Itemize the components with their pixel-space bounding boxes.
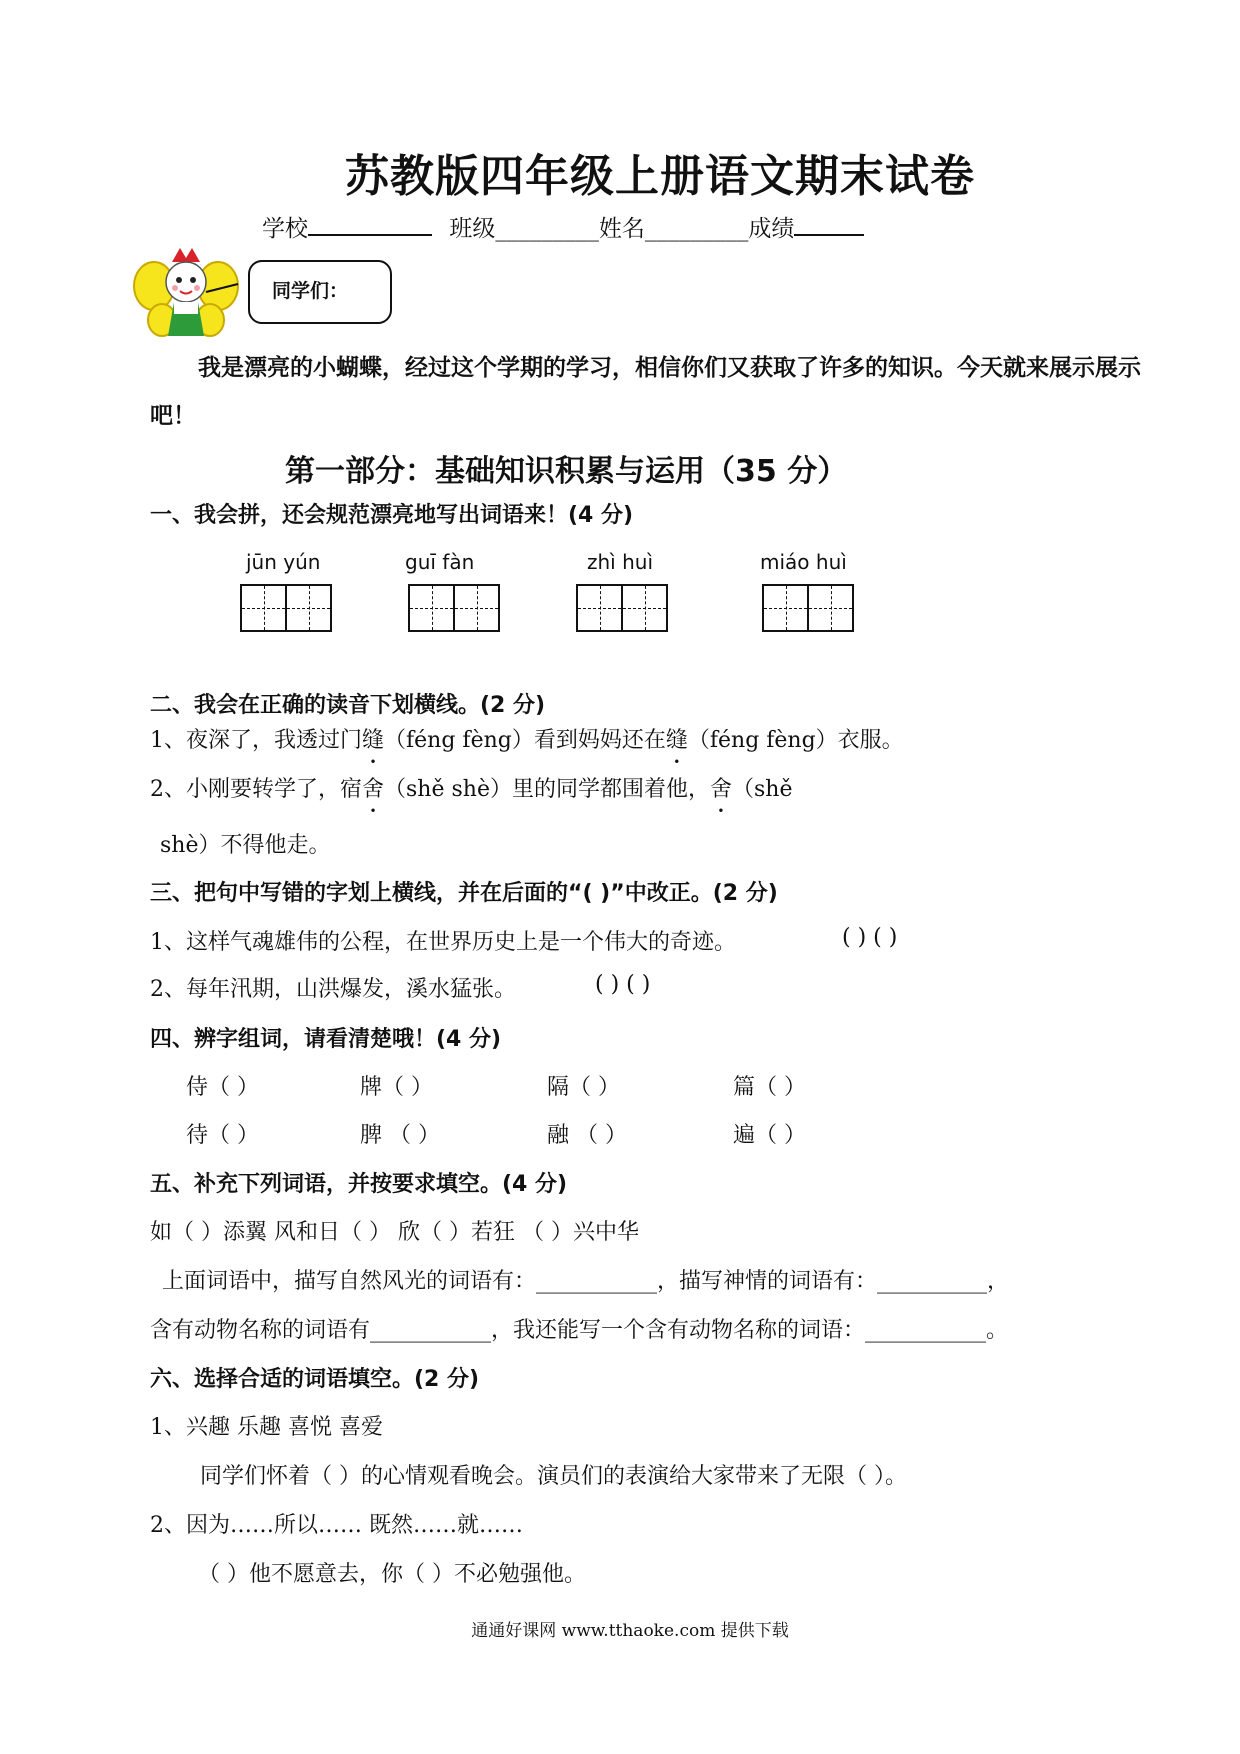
word-item[interactable]: 隔（ ） (547, 1075, 620, 1100)
section-3-heading: 三、把句中写错的字划上横线，并在后面的“( )”中改正。(2 分) (150, 881, 778, 906)
writing-grid[interactable] (762, 584, 854, 632)
school-blank[interactable] (308, 214, 432, 236)
question-5-2[interactable]: 上面词语中，描写自然风光的词语有：___________，描写神情的词语有：__________， (162, 1269, 1010, 1294)
class-blank[interactable]: _________ (495, 216, 599, 242)
student-info-line (262, 210, 864, 243)
pinyin-4: miáo huì (760, 550, 847, 574)
question-6-2-sentence[interactable]: （ ）他不愿意去，你（ ）不必勉强他。 (198, 1562, 586, 1587)
part-one-heading: 第一部分：基础知识积累与运用（35 分） (285, 454, 848, 489)
word-item[interactable]: 牌（ ） (360, 1075, 433, 1100)
school-label: 学校 (262, 216, 308, 242)
answer-blanks-3-1[interactable]: ( ) ( ) (842, 925, 898, 950)
score-label: 成绩 (748, 216, 795, 242)
word-item[interactable]: 侍（ ） (186, 1075, 259, 1100)
speech-bubble: 同学们： (248, 260, 392, 324)
question-5-1[interactable]: 如（ ）添翼 风和日（ ） 欣（ ）若狂 （ ）兴中华 (150, 1220, 639, 1245)
butterfly-mascot-icon (132, 244, 240, 348)
name-label: 姓名 (598, 216, 645, 242)
intro-text: 我是漂亮的小蝴蝶，经过这个学期的学习，相信你们又获取了许多的知识。今天就来展示展示吧！ (150, 355, 1141, 429)
class-label: 班级 (449, 216, 496, 242)
question-2-1: 1、夜深了，我透过门缝（féng fèng）看到妈妈还在缝（féng fèng）衣服。 (150, 728, 904, 753)
pinyin-2: guī fàn (405, 550, 475, 574)
section-6-heading: 六、选择合适的词语填空。(2 分) (150, 1367, 480, 1392)
question-6-1-options: 1、兴趣 乐趣 喜悦 喜爱 (150, 1415, 383, 1440)
word-item[interactable]: 脾 （ ） (360, 1123, 440, 1148)
question-2-2: 2、小刚要转学了，宿舍（shě shè）里的同学都围着他，舍（shě (150, 777, 793, 802)
word-item[interactable]: 遍（ ） (733, 1123, 806, 1148)
page-title: 苏教版四年级上册语文期末试卷 (345, 151, 975, 202)
section-4-heading: 四、辨字组词，请看清楚哦！(4 分) (150, 1027, 502, 1052)
pinyin-3: zhì huì (587, 550, 653, 574)
word-item[interactable]: 篇（ ） (733, 1075, 806, 1100)
name-blank[interactable]: _________ (644, 216, 749, 242)
answer-blanks-3-2[interactable]: ( ) ( ) (595, 972, 651, 997)
section-1-heading: 一、我会拼，还会规范漂亮地写出词语来！(4 分) (150, 503, 634, 528)
pinyin-1: jūn yún (246, 550, 321, 574)
section-2-heading: 二、我会在正确的读音下划横线。(2 分) (150, 693, 546, 718)
question-5-3[interactable]: 含有动物名称的词语有___________，我还能写一个含有动物名称的词语：___________。 (150, 1318, 1009, 1343)
word-item[interactable]: 融 （ ） (547, 1123, 627, 1148)
footer-credit: 通通好课网 www.tthaoke.com 提供下载 (471, 1621, 789, 1641)
writing-grid[interactable] (576, 584, 668, 632)
score-blank[interactable] (794, 214, 864, 236)
question-2-2-cont: shè）不得他走。 (160, 833, 331, 858)
question-6-2-options: 2、因为……所以…… 既然……就…… (150, 1513, 523, 1538)
writing-grid[interactable] (408, 584, 500, 632)
section-5-heading: 五、补充下列词语，并按要求填空。(4 分) (150, 1172, 568, 1197)
question-6-1-sentence[interactable]: 同学们怀着（ ）的心情观看晚会。演员们的表演给大家带来了无限（ ）。 (200, 1464, 907, 1489)
question-3-2: 2、每年汛期，山洪爆发，溪水猛张。 (150, 977, 516, 1002)
writing-grid[interactable] (240, 584, 332, 632)
word-item[interactable]: 待（ ） (186, 1123, 259, 1148)
question-3-1: 1、这样气魂雄伟的公程，在世界历史上是一个伟大的奇迹。 (150, 930, 736, 955)
